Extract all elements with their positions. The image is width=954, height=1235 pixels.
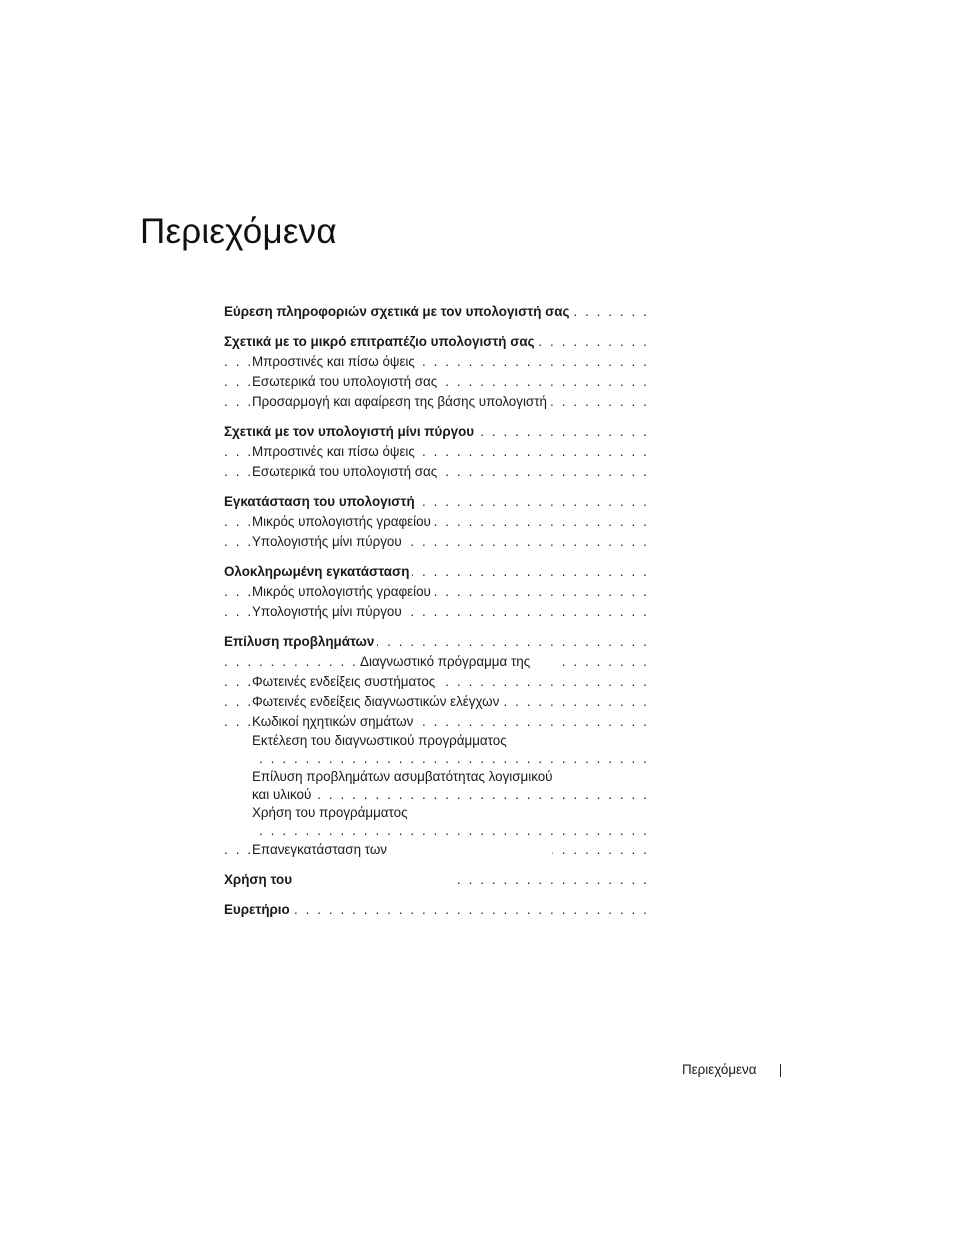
toc-subentry[interactable]: Υπολογιστής μίνι πύργου . . .: [224, 602, 649, 622]
toc-entry[interactable]: Χρήση του . . .: [224, 870, 649, 890]
toc-subentry[interactable]: Φωτεινές ενδείξεις συστήματος . . .: [224, 672, 649, 692]
toc-subentry[interactable]: Εσωτερικά του υπολογιστή σας . . .: [224, 372, 649, 392]
toc-entry[interactable]: Ευρετήριο . . .: [224, 900, 649, 920]
toc-entry[interactable]: Σχετικά με το μικρό επιτραπέζιο υπολογιστή σας . . .: [224, 332, 649, 352]
toc-subentry[interactable]: Μπροστινές και πίσω όψεις . . .: [224, 352, 649, 372]
toc-subentry[interactable]: Μικρός υπολογιστής γραφείου . . .: [224, 582, 649, 602]
toc-subentry[interactable]: Φωτεινές ενδείξεις διαγνωστικών ελέγχων . . .: [224, 692, 649, 712]
toc-entry[interactable]: Ολοκληρωμένη εγκατάσταση . . .: [224, 562, 649, 582]
toc-subentry[interactable]: Εκτέλεση του διαγνωστικού προγράμματος . . .: [224, 732, 649, 768]
toc-entry[interactable]: Σχετικά με τον υπολογιστή μίνι πύργου . . .: [224, 422, 649, 442]
table-of-contents: [224, 302, 649, 920]
toc-entry[interactable]: Εύρεση πληροφοριών σχετικά με τον υπολογιστή σας . . .: [224, 302, 649, 322]
toc-subentry[interactable]: Επανεγκατάσταση των . . .: [224, 840, 649, 860]
toc-subentry[interactable]: Χρήση του προγράμματος . . .: [224, 804, 649, 840]
footer-divider: [780, 1064, 781, 1077]
toc-entry[interactable]: Επίλυση προβλημάτων . . .: [224, 632, 649, 652]
toc-subentry[interactable]: Επίλυση προβλημάτων ασυμβατότητας λογισμικού και υλικού . . .: [224, 768, 649, 804]
toc-subentry[interactable]: Εσωτερικά του υπολογιστή σας . . .: [224, 462, 649, 482]
toc-subentry[interactable]: Μικρός υπολογιστής γραφείου . . .: [224, 512, 649, 532]
footer-label: Περιεχόμενα: [682, 1062, 757, 1077]
page-title: Περιεχόμενα: [140, 212, 337, 251]
toc-subentry[interactable]: Υπολογιστής μίνι πύργου . . .: [224, 532, 649, 552]
toc-entry[interactable]: Εγκατάσταση του υπολογιστή . . .: [224, 492, 649, 512]
toc-subentry[interactable]: Προσαρμογή και αφαίρεση της βάσης υπολογιστή . . .: [224, 392, 649, 412]
toc-subentry[interactable]: Μπροστινές και πίσω όψεις . . .: [224, 442, 649, 462]
toc-subentry[interactable]: Διαγνωστικό πρόγραμμα της . . .: [224, 652, 649, 672]
toc-subentry[interactable]: Κωδικοί ηχητικών σημάτων . . .: [224, 712, 649, 732]
